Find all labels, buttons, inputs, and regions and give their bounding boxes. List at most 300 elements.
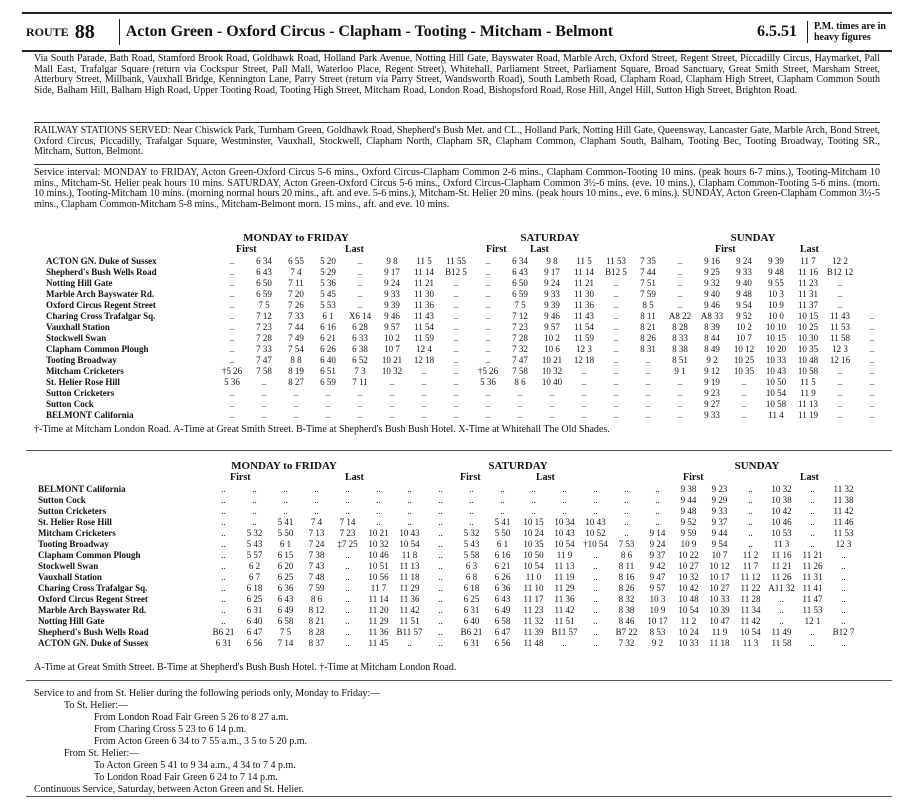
time-cell: 6 40 — [320, 355, 336, 365]
time-cell: 9 48 — [768, 267, 784, 277]
time-cell: 10 17 — [647, 616, 668, 626]
time-cell: .. — [345, 561, 350, 571]
table-row — [46, 366, 888, 377]
table-row — [46, 311, 888, 322]
table-row — [46, 410, 888, 421]
time-cell: 9 33 — [736, 267, 752, 277]
time-cell: 7 11 — [288, 278, 304, 288]
time-cell: 11 48 — [523, 638, 544, 648]
time-cell: 7 51 — [640, 278, 656, 288]
time-cell: .. — [469, 506, 474, 516]
time-cell: 6 49 — [277, 605, 294, 615]
station-name: BELMONT California — [46, 410, 134, 420]
time-cell: .. — [810, 627, 815, 637]
time-cell: 9 44 — [711, 528, 728, 538]
time-cell: .. — [581, 377, 587, 387]
time-cell: .. — [869, 355, 875, 365]
time-cell: .. — [438, 627, 443, 637]
last-label: Last — [345, 472, 364, 483]
time-cell: 11 18 — [709, 638, 730, 648]
time-cell: 10 52 — [585, 528, 606, 538]
time-cell: 9 37 — [649, 550, 666, 560]
station-name: Charing Cross Trafalgar Sq. — [38, 583, 148, 593]
time-cell: 9 24 — [736, 256, 752, 266]
time-cell: .. — [517, 410, 523, 420]
time-cell: .. — [500, 495, 505, 505]
table-row — [38, 638, 859, 649]
time-cell: 10 54 — [399, 539, 420, 549]
time-cell: A8 22 — [668, 311, 692, 321]
divider — [34, 122, 880, 123]
time-cell: 6 16 — [320, 322, 336, 332]
time-cell: 11 3 — [773, 539, 790, 549]
time-cell: .. — [655, 495, 660, 505]
time-cell: .. — [837, 388, 843, 398]
service-interval: Service interval: MONDAY to FRIDAY, Acton Green-Oxford Circus 5-6 mins., Oxford Circus-Clapham Common 2-6 mins., Clapham Common-Tooting 10 mins. (peak hours 6-7 mins.), Tooting-Mitcham 10 mins., Mitcham-St. Helier peak hours 10 mins. SATURDAY, Acton Green-Oxford Circus 5-6 mins., Oxford Circus-Clapham Common 3½-6 mins. (eve. 10 mins.), Clapham Common-Tooting 5-6 mins. (morn. 10 mins.), Tooting-Mitcham 10 mins. (morning normal hours 20 mins., aft. and eve. 5-6 mins.), Mitcham-St. Helier 20 mins. (peak hours 10 mins., eve. 6 mins.). SUNDAY, Acton Green-Clapham Common 3½-5 mins., Clapham Common-Mitcham 5-8 mins., Mitcham-Belmont morn. 15 mins., aft. and eve. 10 mins. — [34, 167, 880, 210]
time-cell: 10 56 — [368, 572, 389, 582]
time-cell: 8 33 — [672, 333, 688, 343]
time-cell: 8 53 — [649, 627, 666, 637]
time-cell: .. — [407, 506, 412, 516]
time-cell: 7 44 — [640, 267, 656, 277]
time-cell: .. — [593, 605, 598, 615]
time-cell: .. — [677, 289, 683, 299]
time-cell: .. — [748, 484, 753, 494]
time-cell: .. — [261, 399, 267, 409]
time-cell: .. — [677, 399, 683, 409]
time-cell: .. — [345, 550, 350, 560]
time-cell: 8 26 — [618, 583, 635, 593]
time-cell: 5 43 — [463, 539, 480, 549]
time-cell: .. — [613, 289, 619, 299]
time-cell: 6 1 — [279, 539, 292, 549]
time-cell: 11 23 — [523, 605, 544, 615]
time-cell: 5 29 — [320, 267, 336, 277]
time-cell: 6 55 — [288, 256, 304, 266]
time-cell: .. — [841, 605, 846, 615]
time-cell: .. — [485, 311, 491, 321]
time-cell: 9 33 — [544, 289, 560, 299]
time-cell: 11 58 — [830, 333, 850, 343]
time-cell: .. — [677, 278, 683, 288]
table-row — [46, 355, 888, 366]
time-cell: 8 46 — [618, 616, 635, 626]
time-cell: 7 5 — [258, 300, 270, 310]
time-cell: .. — [485, 300, 491, 310]
time-cell: 6 26 — [494, 572, 511, 582]
header-divider — [119, 19, 120, 45]
time-cell: .. — [293, 410, 299, 420]
time-cell: .. — [229, 410, 235, 420]
time-cell: .. — [325, 399, 331, 409]
time-cell: .. — [748, 539, 753, 549]
time-cell: 6 3 — [465, 561, 478, 571]
time-cell: 8 11 — [618, 561, 635, 571]
time-cell: .. — [500, 484, 505, 494]
time-cell: 8 31 — [640, 344, 656, 354]
time-cell: .. — [438, 506, 443, 516]
time-cell: 8 39 — [704, 322, 720, 332]
time-cell: 9 38 — [680, 484, 697, 494]
time-cell: .. — [677, 388, 683, 398]
time-cell: 6 28 — [352, 322, 368, 332]
time-cell: 11 14 — [368, 594, 389, 604]
time-cell: 12 16 — [829, 355, 851, 365]
time-cell: 11 8 — [401, 550, 418, 560]
railway-stations: RAILWAY STATIONS SERVED: Near Chiswick Park, Turnham Green, Goldhawk Road, Shepherd's Bush Met. and CL., Holland Park, Notting Hill Gate, Queensway, Lancaster Gate, Marble Arch, Bond Street, Oxford Circus, Piccadilly, Trafalgar Square, Westminster, Vauxhall, Stockwell, Clapham North, Clapham SR, Clapham Common, Clapham South, Balham, Tooting Bec, Tooting Broadway, Tooting SR., Mitcham, Sutton, Belmont. — [34, 125, 880, 158]
time-cell: .. — [531, 506, 536, 516]
time-cell: 9 52 — [680, 517, 697, 527]
time-cell: .. — [221, 550, 226, 560]
time-cell: .. — [810, 638, 815, 648]
time-cell: 7 33 — [288, 311, 304, 321]
time-cell: .. — [741, 399, 747, 409]
time-cell: .. — [229, 388, 235, 398]
time-cell: 8 38 — [618, 605, 635, 615]
time-cell: 7 47 — [256, 355, 272, 365]
time-cell: .. — [549, 399, 555, 409]
time-cell: .. — [438, 605, 443, 615]
time-cell: .. — [517, 388, 523, 398]
time-cell: .. — [837, 410, 843, 420]
time-cell: 9 17 — [384, 267, 400, 277]
time-cell: .. — [531, 495, 536, 505]
time-cell: .. — [438, 561, 443, 571]
time-cell: 11 54 — [574, 322, 594, 332]
time-cell: .. — [221, 517, 226, 527]
station-name: Sutton Cock — [46, 399, 94, 409]
time-cell: 8 12 — [308, 605, 325, 615]
time-cell: .. — [261, 410, 267, 420]
time-cell: 9 32 — [704, 278, 720, 288]
table-row — [38, 484, 859, 495]
time-cell: 6 49 — [494, 605, 511, 615]
time-cell: 5 32 — [246, 528, 263, 538]
time-cell: 8 26 — [640, 333, 656, 343]
time-cell: 7 26 — [288, 300, 304, 310]
note-line: Continuous Service, Saturday, between Acton Green and St. Helier. — [34, 784, 304, 795]
time-cell: 11 5 — [416, 256, 432, 266]
station-name: St. Helier Rose Hill — [38, 517, 112, 527]
time-cell: 10 2 — [544, 333, 560, 343]
station-name: Tooting Broadway — [38, 539, 109, 549]
time-cell: 7 53 — [618, 539, 635, 549]
time-cell: .. — [345, 605, 350, 615]
station-name: St. Helier Rose Hill — [46, 377, 120, 387]
station-name: Notting Hill Gate — [46, 278, 113, 288]
table-row — [46, 388, 888, 399]
time-cell: 6 18 — [246, 583, 263, 593]
time-cell: .. — [485, 267, 491, 277]
time-cell: 11 5 — [576, 256, 592, 266]
time-cell: 11 43 — [414, 311, 434, 321]
time-cell: .. — [581, 388, 587, 398]
time-cell: 8 19 — [288, 366, 304, 376]
time-cell: 11 2 — [680, 616, 697, 626]
time-cell: 6 31 — [246, 605, 263, 615]
time-cell: 6 58 — [494, 616, 511, 626]
note-line: From Charing Cross 5 23 to 6 14 p.m. — [94, 724, 247, 735]
time-cell: .. — [438, 528, 443, 538]
station-name: Tooting Broadway — [46, 355, 117, 365]
time-cell: 11 51 — [554, 616, 575, 626]
time-cell: .. — [283, 506, 288, 516]
time-cell: .. — [229, 289, 235, 299]
note-line: From St. Helier:— — [64, 748, 140, 759]
table-row — [46, 267, 888, 278]
time-cell: 11 59 — [574, 333, 594, 343]
divider — [34, 164, 880, 165]
time-cell: 6 59 — [512, 289, 528, 299]
time-cell: .. — [453, 300, 459, 310]
time-cell: .. — [593, 572, 598, 582]
time-cell: .. — [741, 410, 747, 420]
note-line: From Acton Green 6 34 to 7 55 a.m., 3 5 to 5 20 p.m. — [94, 736, 308, 747]
time-cell: 10 46 — [771, 517, 792, 527]
time-cell: 9 46 — [384, 311, 400, 321]
time-cell: .. — [453, 355, 459, 365]
time-cell: B12 7 — [832, 627, 855, 637]
note-line: Service to and from St. Helier during the following periods only, Monday to Friday:— — [34, 688, 381, 699]
time-cell: 8 21 — [640, 322, 656, 332]
time-cell: .. — [810, 517, 815, 527]
time-cell: †5 26 — [477, 366, 499, 376]
time-cell: 8 49 — [704, 344, 720, 354]
time-cell: 6 33 — [352, 333, 368, 343]
time-cell: .. — [345, 627, 350, 637]
time-cell: .. — [549, 388, 555, 398]
time-cell: .. — [345, 594, 350, 604]
time-cell: .. — [485, 256, 491, 266]
time-cell: 10 17 — [709, 572, 730, 582]
time-cell: 6 25 — [277, 572, 294, 582]
time-cell: 7 4 — [310, 517, 323, 527]
time-cell: .. — [221, 495, 226, 505]
time-cell: .. — [453, 399, 459, 409]
time-cell: .. — [283, 484, 288, 494]
time-cell: 11 36 — [368, 627, 389, 637]
mf-heading: MONDAY to FRIDAY — [231, 460, 337, 472]
time-cell: 11 9 — [800, 388, 816, 398]
route-header — [22, 12, 892, 52]
time-cell: .. — [645, 377, 651, 387]
time-cell: 7 49 — [288, 333, 304, 343]
time-cell: .. — [229, 311, 235, 321]
time-cell: 6 59 — [256, 289, 272, 299]
note-line: From London Road Fair Green 5 26 to 8 27 a.m. — [94, 712, 289, 723]
time-cell: 10 2 — [384, 333, 400, 343]
table-row — [38, 506, 859, 517]
time-cell: 7 43 — [308, 561, 325, 571]
time-cell: 11 31 — [802, 572, 823, 582]
station-name: Sutton Cock — [38, 495, 86, 505]
time-cell: .. — [261, 388, 267, 398]
time-cell: .. — [221, 539, 226, 549]
table-row — [46, 322, 888, 333]
time-cell: 7 35 — [640, 256, 656, 266]
time-cell: 11 53 — [802, 605, 823, 615]
time-cell: 7 23 — [256, 322, 272, 332]
last-label: Last — [800, 472, 819, 483]
time-cell: 11 49 — [771, 627, 792, 637]
time-cell: 10 21 — [541, 355, 563, 365]
time-cell: .. — [221, 484, 226, 494]
time-cell: 11 45 — [368, 638, 389, 648]
station-name: Clapham Common Plough — [46, 344, 149, 354]
time-cell: .. — [593, 627, 598, 637]
table-row — [38, 616, 859, 627]
time-cell: 6 51 — [320, 366, 336, 376]
time-cell: 7 47 — [512, 355, 528, 365]
time-cell: .. — [841, 638, 846, 648]
time-cell: 11 2 — [742, 550, 759, 560]
time-cell: 6 31 — [463, 638, 480, 648]
time-cell: 10 24 — [678, 627, 699, 637]
time-cell: .. — [229, 300, 235, 310]
time-cell: 6 16 — [494, 550, 511, 560]
time-cell: 7 28 — [512, 333, 528, 343]
time-cell: .. — [677, 300, 683, 310]
station-name: Clapham Common Plough — [38, 550, 141, 560]
time-cell: 6 50 — [512, 278, 528, 288]
time-cell: 11 47 — [802, 594, 823, 604]
time-cell: .. — [613, 322, 619, 332]
time-cell: 11 4 — [768, 410, 784, 420]
time-cell: 6 43 — [256, 267, 272, 277]
time-cell: 7 28 — [256, 333, 272, 343]
time-cell: 5 50 — [494, 528, 511, 538]
time-cell: 10 43 — [554, 528, 575, 538]
time-cell: 10 30 — [797, 333, 819, 343]
time-cell: 5 36 — [320, 278, 336, 288]
time-cell: .. — [581, 410, 587, 420]
time-cell: 10 47 — [709, 616, 730, 626]
first-label: First — [230, 472, 251, 483]
time-cell: .. — [357, 278, 363, 288]
time-cell: .. — [453, 410, 459, 420]
time-cell: .. — [453, 322, 459, 332]
station-name: Sutton Cricketers — [46, 388, 115, 398]
time-cell: †5 26 — [221, 366, 243, 376]
time-cell: .. — [593, 616, 598, 626]
time-cell: 7 12 — [256, 311, 272, 321]
time-cell: 7 23 — [339, 528, 356, 538]
time-cell: 5 45 — [320, 289, 336, 299]
time-cell: 11 21 — [414, 278, 434, 288]
time-cell: .. — [376, 495, 381, 505]
time-cell: 10 12 — [709, 561, 730, 571]
time-cell: .. — [841, 572, 846, 582]
time-cell: .. — [841, 583, 846, 593]
table-row — [38, 539, 859, 550]
time-cell: 11 32 — [523, 616, 544, 626]
time-cell: 9 46 — [544, 311, 560, 321]
time-cell: .. — [613, 300, 619, 310]
time-cell: .. — [469, 495, 474, 505]
time-cell: 11 28 — [740, 594, 761, 604]
time-cell: 11 39 — [523, 627, 544, 637]
time-cell: 12 3 — [576, 344, 592, 354]
time-cell: .. — [421, 399, 427, 409]
time-cell: .. — [229, 322, 235, 332]
time-cell: 11 43 — [830, 311, 850, 321]
time-cell: B12 5 — [605, 267, 627, 277]
time-cell: .. — [500, 506, 505, 516]
time-cell: 6 40 — [246, 616, 263, 626]
time-cell: †10 54 — [583, 539, 608, 549]
time-cell: 11 36 — [554, 594, 575, 604]
time-cell: .. — [869, 322, 875, 332]
time-cell: 11 13 — [399, 561, 420, 571]
time-cell: .. — [517, 399, 523, 409]
time-cell: 6 31 — [463, 605, 480, 615]
time-cell: .. — [357, 289, 363, 299]
time-cell: 10 54 — [678, 605, 699, 615]
time-cell: .. — [345, 616, 350, 626]
mf-heading: MONDAY to FRIDAY — [243, 232, 349, 244]
time-cell: 8 38 — [672, 344, 688, 354]
time-cell: .. — [438, 517, 443, 527]
station-name: ACTON GN. Duke of Sussex — [38, 638, 149, 648]
time-cell: .. — [453, 311, 459, 321]
time-cell: .. — [779, 616, 784, 626]
time-cell: 10 35 — [733, 366, 755, 376]
time-cell: 7 12 — [512, 311, 528, 321]
time-cell: .. — [581, 366, 587, 376]
time-cell: .. — [613, 355, 619, 365]
time-cell: 6 56 — [246, 638, 263, 648]
time-cell: .. — [252, 484, 257, 494]
time-cell: 11 43 — [574, 311, 594, 321]
time-cell: .. — [345, 638, 350, 648]
time-cell: 10 33 — [765, 355, 787, 365]
time-cell: .. — [613, 377, 619, 387]
time-cell: 10 43 — [585, 517, 606, 527]
time-cell: 12 3 — [832, 344, 848, 354]
time-cell: 10 46 — [368, 550, 389, 560]
time-cell: 10 54 — [523, 561, 544, 571]
time-cell: .. — [376, 484, 381, 494]
time-cell: 7 32 — [512, 344, 528, 354]
time-cell: 8 28 — [308, 627, 325, 637]
timetable-outbound — [46, 256, 888, 421]
time-cell: 8 5 — [642, 300, 654, 310]
time-cell: 11 32 — [833, 484, 854, 494]
time-cell: 10 58 — [765, 399, 787, 409]
table-row — [46, 278, 888, 289]
time-cell: .. — [581, 399, 587, 409]
time-cell: 6 43 — [277, 594, 294, 604]
time-cell: 10 51 — [368, 561, 389, 571]
time-cell: 11 42 — [554, 605, 575, 615]
time-cell: .. — [624, 506, 629, 516]
time-cell: 9 57 — [649, 583, 666, 593]
time-cell: 9 52 — [736, 311, 752, 321]
time-cell: .. — [345, 495, 350, 505]
time-cell: 9 1 — [674, 366, 686, 376]
st-helier-notes — [34, 688, 874, 796]
time-cell: .. — [645, 388, 651, 398]
time-cell: .. — [869, 311, 875, 321]
time-cell: 7 4 — [290, 267, 302, 277]
time-cell: 10 53 — [771, 528, 792, 538]
time-cell: 6 7 — [248, 572, 261, 582]
time-cell: .. — [810, 539, 815, 549]
station-name: Mitcham Cricketers — [46, 366, 124, 376]
time-cell: 9 33 — [711, 506, 728, 516]
time-cell: .. — [453, 289, 459, 299]
time-cell: .. — [677, 377, 683, 387]
